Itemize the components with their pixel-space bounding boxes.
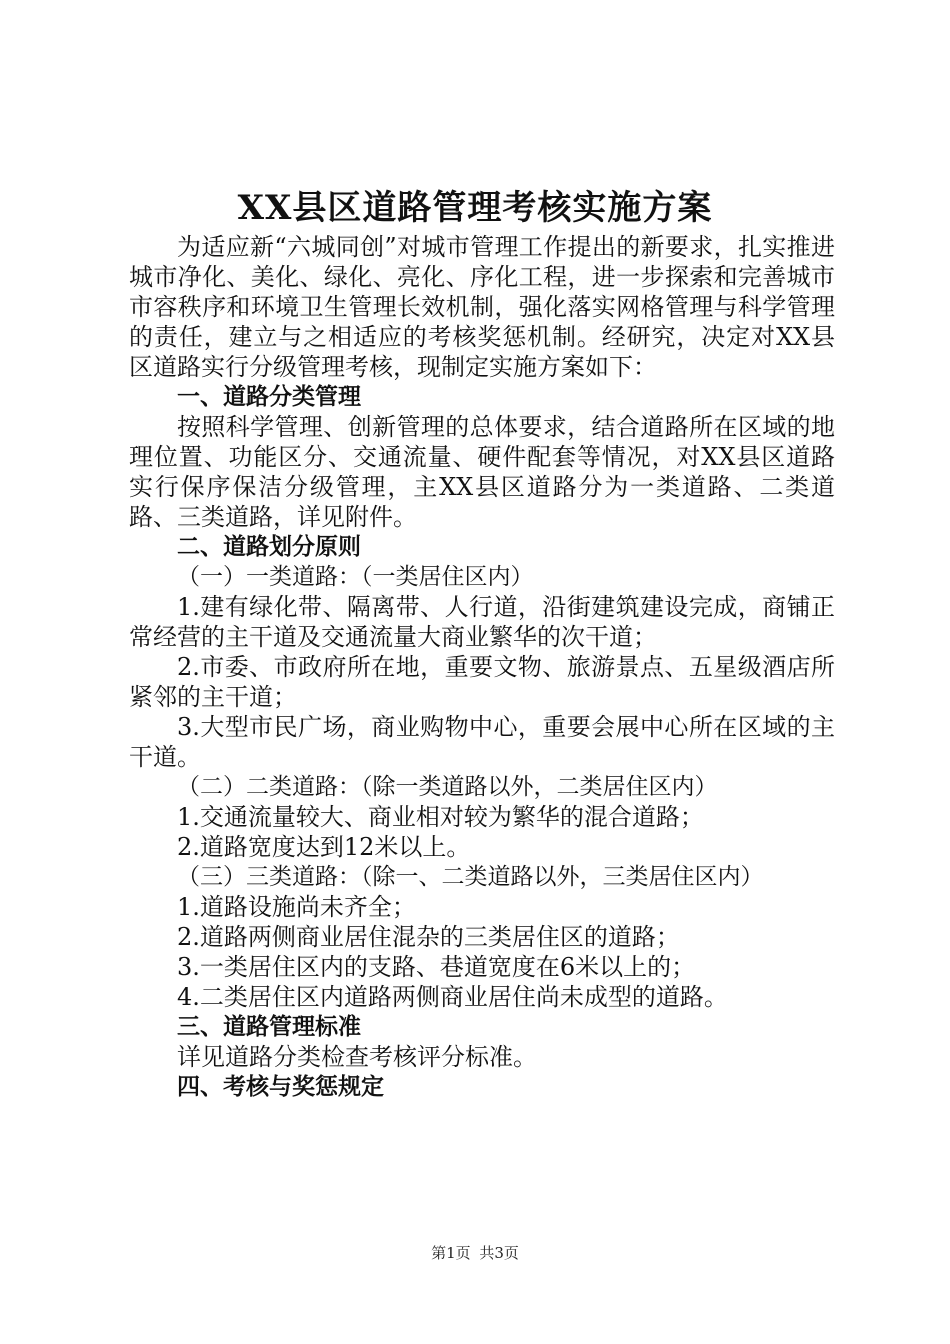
section-1-paragraph: 按照科学管理、创新管理的总体要求，结合道路所在区域的地理位置、功能区分、交通流量、硬件配套等情况，对XX县区道路实行保序保洁分级管理，主XX县区道路分为一类道路、二类道路、三类道路，详见附件。: [129, 413, 835, 531]
class-3-item: 1.道路设施尚未齐全；: [177, 893, 416, 921]
class-1-item: 2.市委、市政府所在地，重要文物、旅游景点、五星级酒店所紧邻的主干道；: [129, 653, 835, 711]
class-3-heading: （三）三类道路：（除一、二类道路以外，三类居住区内）: [177, 864, 764, 890]
document-body: [129, 232, 835, 1102]
class-2-heading: （二）二类道路：（除一类道路以外，二类居住区内）: [177, 774, 718, 800]
class-3-item: 3.一类居住区内的支路、巷道宽度在6米以上的；: [177, 953, 696, 981]
class-2-item: 2.道路宽度达到12米以上。: [177, 833, 471, 861]
section-3-heading: 三、道路管理标准: [177, 1014, 361, 1040]
class-1-heading: （一）一类道路：（一类居住区内）: [177, 564, 534, 590]
class-3-item: 4.二类居住区内道路两侧商业居住尚未成型的道路。: [177, 983, 728, 1011]
section-3-paragraph: 详见道路分类检查考核评分标准。: [177, 1043, 537, 1071]
class-1-item: 3.大型市民广场，商业购物中心，重要会展中心所在区域的主干道。: [129, 713, 835, 771]
page-footer: [0, 1243, 950, 1263]
section-4-heading: 四、考核与奖惩规定: [177, 1074, 384, 1100]
class-2-item: 1.交通流量较大、商业相对较为繁华的混合道路；: [177, 803, 704, 831]
section-1-heading: 一、道路分类管理: [177, 384, 361, 410]
class-3-item: 2.道路两侧商业居住混杂的三类居住区的道路；: [177, 923, 680, 951]
class-1-item: 1.建有绿化带、隔离带、人行道，沿街建筑建设完成，商铺正常经营的主干道及交通流量大商业繁华的次干道；: [129, 593, 835, 651]
page-number: 第1页: [431, 1244, 471, 1262]
intro-paragraph: 为适应新“六城同创”对城市管理工作提出的新要求，扎实推进城市净化、美化、绿化、亮化、序化工程，进一步探索和完善城市市容秩序和环境卫生管理长效机制，强化落实网格管理与科学管理的责任，建立与之相适应的考核奖惩机制。经研究，决定对XX县区道路实行分级管理考核，现制定实施方案如下：: [129, 233, 835, 381]
section-2-heading: 二、道路划分原则: [177, 534, 361, 560]
page-total: 共3页: [479, 1244, 519, 1262]
document-title: XX县区道路管理考核实施方案: [237, 188, 713, 228]
